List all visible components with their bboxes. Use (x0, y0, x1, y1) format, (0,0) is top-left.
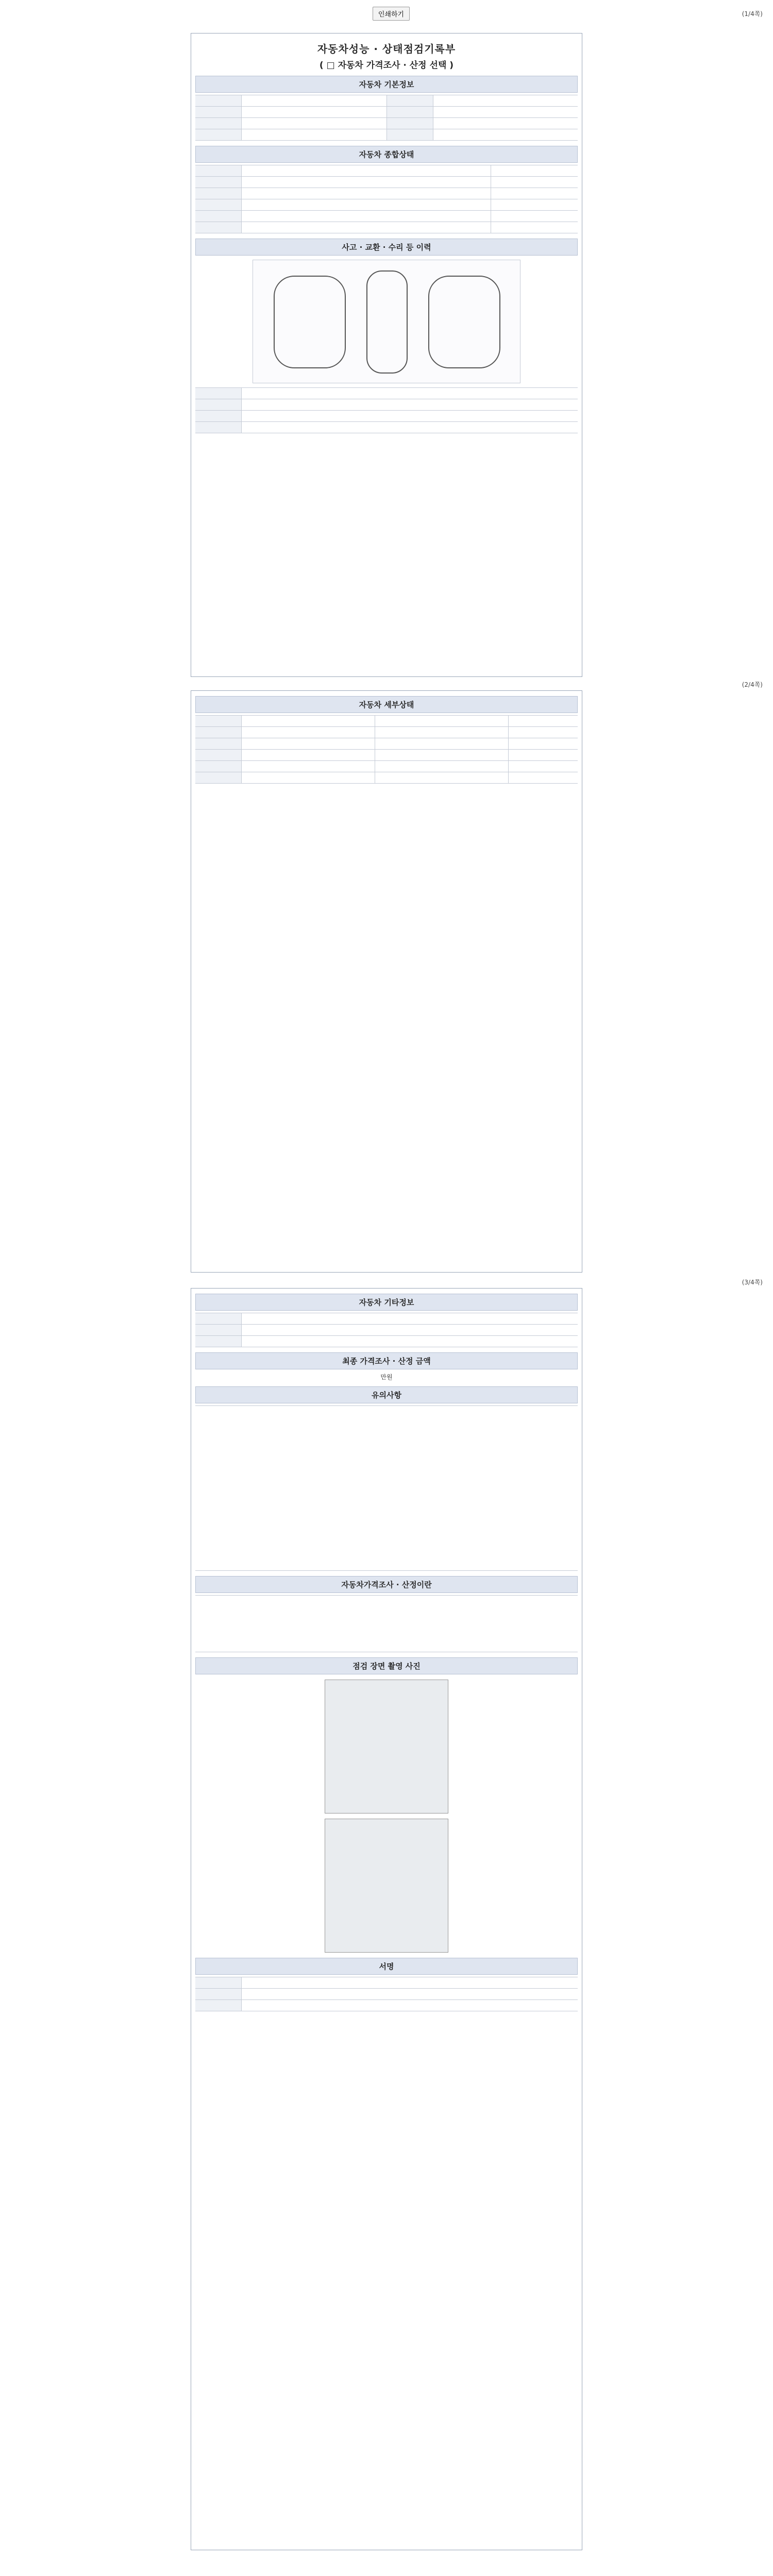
basic-info-grid (195, 95, 578, 141)
top-bar (0, 0, 773, 27)
form-subtitle: ( □ 자동차 가격조사 · 산정 선택 ) (319, 60, 454, 71)
car-side-left (274, 276, 346, 368)
section-basic-info: 자동차 기본정보 (195, 76, 578, 93)
details-grid (195, 715, 578, 784)
section-notes: 유의사항 (195, 1386, 578, 1403)
overall-status-grid (195, 165, 578, 233)
page-3-marker (0, 1278, 773, 1288)
page-2-marker (0, 680, 773, 690)
section-pricing-intro: 자동차가격조사 · 산정이란 (195, 1576, 578, 1593)
sheet-page-2 (191, 690, 582, 1273)
print-button[interactable]: 인쇄하기 (373, 7, 410, 21)
accident-grid (195, 387, 578, 433)
section-photos: 점검 장면 촬영 사진 (195, 1657, 578, 1674)
form-title: 자동차성능 · 상태점검기록부 (317, 43, 456, 55)
page-2-indicator: (2/4쪽) (742, 681, 763, 688)
other-info-grid (195, 1313, 578, 1347)
page-indicator: (1/4쪽) (742, 10, 763, 18)
car-side-right (428, 276, 500, 368)
inspection-photo-front (325, 1680, 448, 1814)
section-final-price: 최종 가격조사 · 산정 금액 (195, 1352, 578, 1369)
final-price-unit: 만원 (380, 1374, 393, 1381)
notes-block (195, 1405, 578, 1571)
section-other-info: 자동차 기타정보 (195, 1294, 578, 1311)
car-top-view (366, 270, 408, 374)
pricing-intro-block (195, 1595, 578, 1652)
section-signature: 서명 (195, 1958, 578, 1975)
section-accident-history: 사고 · 교환 · 수리 등 이력 (195, 239, 578, 256)
section-details: 자동차 세부상태 (195, 696, 578, 713)
page-3-indicator: (3/4쪽) (742, 1279, 763, 1286)
sheet-page-1 (191, 33, 582, 677)
car-diagram (253, 260, 520, 383)
section-overall-status: 자동차 종합상태 (195, 146, 578, 163)
sheet-page-3 (191, 1288, 582, 2550)
signature-grid (195, 1977, 578, 2011)
inspection-photo-rear (325, 1819, 448, 1953)
